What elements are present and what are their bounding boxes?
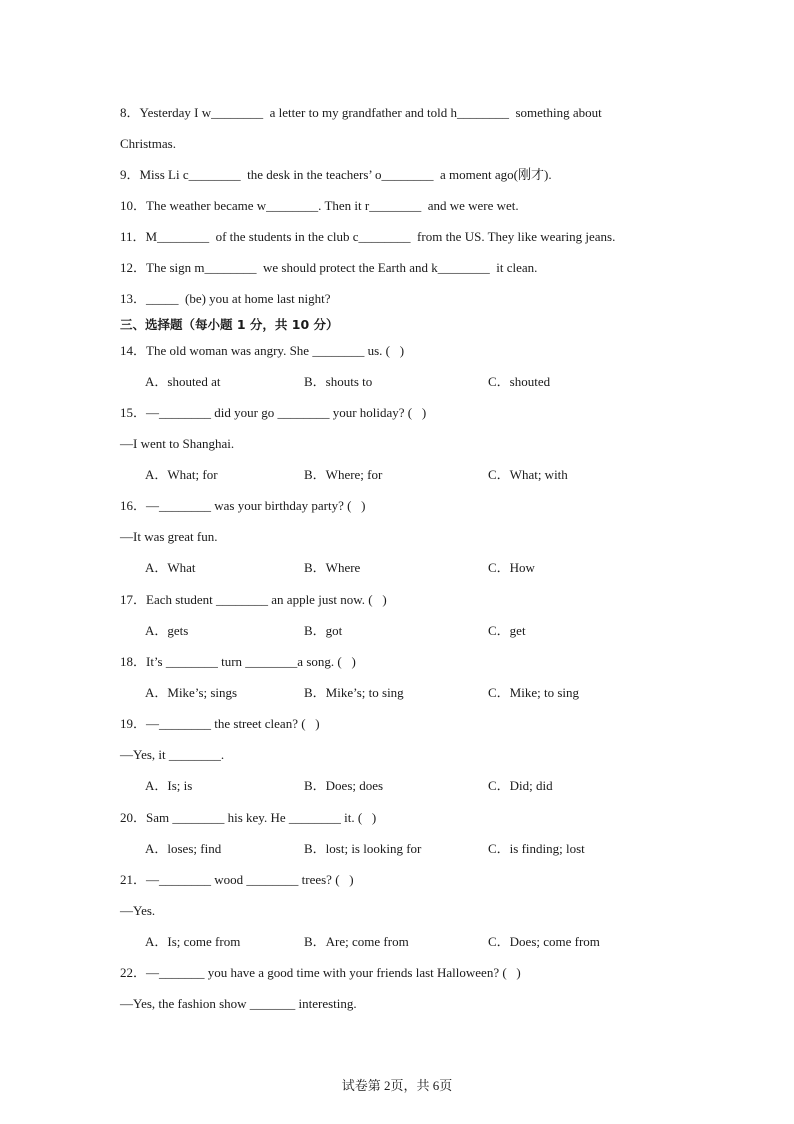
option-c: C．shouted xyxy=(488,374,551,389)
question-20-options xyxy=(145,841,765,857)
option-b: B．Are; come from xyxy=(304,934,409,949)
question-19: 19．—________ the street clean? ( ) xyxy=(120,716,320,731)
option-a: A．Is; come from xyxy=(145,934,241,949)
option-b: B．Where xyxy=(304,560,361,575)
question-16-response: —It was great fun. xyxy=(120,529,218,544)
question-13: 13．_____ (be) you at home last night? xyxy=(120,291,331,306)
option-a: A．Is; is xyxy=(145,778,193,793)
question-14-options xyxy=(145,374,765,390)
question-19-response: —Yes, it ________. xyxy=(120,747,225,762)
question-22-response: —Yes, the fashion show _______ interesting. xyxy=(120,996,357,1011)
question-21-response: —Yes. xyxy=(120,903,156,918)
option-b: B．Does; does xyxy=(304,778,384,793)
option-b: B．Where; for xyxy=(304,467,383,482)
option-c: C．What; with xyxy=(488,467,568,482)
question-10: 10．The weather became w________. Then it r________ and we were wet. xyxy=(120,198,519,213)
option-b: B．shouts to xyxy=(304,374,373,389)
option-c: C．Mike; to sing xyxy=(488,685,580,700)
option-c: C．Does; come from xyxy=(488,934,600,949)
question-21: 21．—________ wood ________ trees? ( ) xyxy=(120,872,354,887)
option-a: A．loses; find xyxy=(145,841,222,856)
question-18: 18．It’s ________ turn ________a song. ( ) xyxy=(120,654,356,669)
question-18-options xyxy=(145,685,765,701)
question-15: 15．—________ did your go ________ your holiday? ( ) xyxy=(120,405,427,420)
question-9: 9．Miss Li c________ the desk in the teachers’ o________ a moment ago(刚才). xyxy=(120,167,552,182)
option-a: A．shouted at xyxy=(145,374,221,389)
question-15-response: —I went to Shanghai. xyxy=(120,436,235,451)
option-b: B．Mike’s; to sing xyxy=(304,685,404,700)
question-8-line2: Christmas. xyxy=(120,136,176,151)
option-a: A．Mike’s; sings xyxy=(145,685,238,700)
option-a: A．What; for xyxy=(145,467,218,482)
option-c: C．get xyxy=(488,623,526,638)
question-12: 12．The sign m________ we should protect the Earth and k________ it clean. xyxy=(120,260,538,275)
option-b: B．got xyxy=(304,623,343,638)
option-c: C．Did; did xyxy=(488,778,553,793)
question-11: 11．M________ of the students in the club c________ from the US. They like wearing jeans. xyxy=(120,229,616,244)
option-b: B．lost; is looking for xyxy=(304,841,422,856)
question-16: 16．—________ was your birthday party? ( ) xyxy=(120,498,366,513)
option-a: A．What xyxy=(145,560,196,575)
question-21-options xyxy=(145,934,765,950)
question-15-options xyxy=(145,467,765,483)
question-8-line1: 8．Yesterday I w________ a letter to my grandfather and told h________ something about xyxy=(120,105,602,120)
question-14: 14．The old woman was angry. She ________ us. ( ) xyxy=(120,343,405,358)
question-22: 22．—_______ you have a good time with your friends last Halloween? ( ) xyxy=(120,965,521,980)
question-19-options xyxy=(145,778,765,794)
question-20: 20．Sam ________ his key. He ________ it. ( ) xyxy=(120,810,377,825)
question-17: 17．Each student ________ an apple just now. ( ) xyxy=(120,592,387,607)
section-heading: 三、选择题（每小题 1 分，共 10 分） xyxy=(120,317,339,332)
option-c: C．is finding; lost xyxy=(488,841,585,856)
question-17-options xyxy=(145,623,765,639)
question-16-options xyxy=(145,560,765,576)
option-a: A．gets xyxy=(145,623,189,638)
option-c: C．How xyxy=(488,560,535,575)
page-footer: 试卷第 2页，共 6页 xyxy=(341,1078,453,1093)
